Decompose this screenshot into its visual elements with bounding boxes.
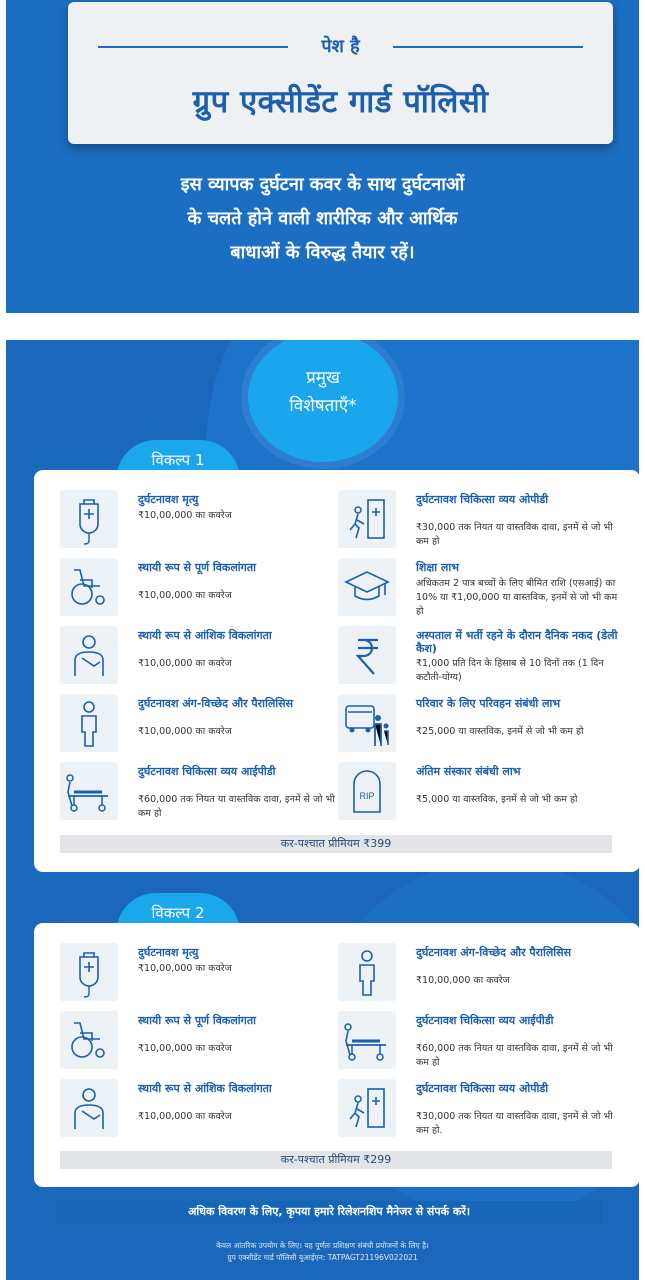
- person-icon: [338, 943, 396, 1001]
- tagline: [66, 168, 579, 270]
- feature-description: ₹10,00,000 का कवरेज: [138, 510, 232, 521]
- feature-description: ₹10,00,000 का कवरेज: [416, 975, 510, 986]
- features-section: [6, 340, 639, 1280]
- tagline-line: के चलते होने वाली शारीरिक और आर्थिक: [187, 208, 458, 229]
- feature-description: ₹10,00,000 का कवरेज: [138, 590, 232, 601]
- feature-description: ₹10,00,000 का कवरेज: [138, 726, 232, 737]
- feature-item: [338, 762, 618, 824]
- feature-title: दुर्घटनावश चिकित्सा व्यय ओपीडी: [416, 493, 549, 506]
- iv-drip-icon: [60, 943, 118, 1001]
- feature-title: स्थायी रूप से आंशिक विकलांगता: [138, 629, 272, 642]
- wheelchair-icon: [60, 1011, 118, 1069]
- disclaimer-line: ग्रुप एक्सीडेंट गार्ड पॉलिसी यूआईएन: TATPAGT21196V022021: [227, 1253, 418, 1262]
- disclaimer-line: केवल आंतरिक उपयोग के लिए। यह पूर्णतः प्रशिक्षण संबंधी प्रयोजनों के लिए है।: [216, 1241, 429, 1250]
- feature-title: दुर्घटनावश चिकित्सा व्यय आईपीडी: [138, 765, 276, 778]
- doctor-door-icon: [338, 1079, 396, 1137]
- arm-sling-icon: [60, 1079, 118, 1137]
- option-1-panel: [34, 470, 639, 872]
- feature-title: परिवार के लिए परिवहन संबंधी लाभ: [416, 697, 561, 710]
- feature-item: [338, 943, 618, 1005]
- feature-item: [338, 558, 618, 620]
- title-card: [68, 2, 613, 144]
- iv-drip-icon: [60, 490, 118, 548]
- feature-description: ₹60,000 तक नियत या वास्तविक दावा, इनमें से जो भी कम हो: [416, 1043, 613, 1068]
- feature-title: दुर्घटनावश चिकित्सा व्यय ओपीडी: [416, 1082, 549, 1095]
- disclaimer: [6, 1240, 639, 1264]
- feature-item: [60, 943, 340, 1005]
- feature-item: [338, 1011, 618, 1073]
- feature-title: स्थायी रूप से पूर्ण विकलांगता: [138, 561, 256, 574]
- feature-description: ₹10,00,000 का कवरेज: [138, 658, 232, 669]
- person-icon: [60, 694, 118, 752]
- feature-description: ₹30,000 तक नियत या वास्तविक दावा, इनमें से जो भी कम हो.: [416, 1111, 613, 1136]
- feature-title: शिक्षा लाभ: [416, 561, 459, 574]
- stretcher-icon: [60, 762, 118, 820]
- feature-description: ₹30,000 तक नियत या वास्तविक दावा, इनमें से जो भी कम हो: [416, 522, 613, 547]
- feature-item: [338, 694, 618, 756]
- contact-banner: अधिक विवरण के लिए, कृपया हमारे रिलेशनशिप मैनेजर से संपर्क करें।: [56, 1201, 602, 1223]
- feature-description: ₹10,00,000 का कवरेज: [138, 1043, 232, 1054]
- feature-title: अस्पताल में भर्ती रहने के दौरान दैनिक नकद (डेली कैश): [416, 629, 618, 655]
- page-title: ग्रुप एक्सीडेंट गार्ड पॉलिसी: [192, 84, 489, 120]
- rip-tombstone-icon: [338, 762, 396, 820]
- feature-item: [60, 762, 340, 824]
- feature-item: [60, 694, 340, 756]
- feature-item: [60, 626, 340, 688]
- family-bus-icon: [338, 694, 396, 752]
- feature-title: स्थायी रूप से आंशिक विकलांगता: [138, 1082, 272, 1095]
- feature-description: ₹5,000 या वास्तविक, इनमें से जो भी कम हो: [416, 794, 578, 805]
- graduation-cap-icon: [338, 558, 396, 616]
- option-2-panel: [34, 923, 639, 1187]
- arm-sling-icon: [60, 626, 118, 684]
- premium-bar: कर-पश्चात प्रीमियम ₹299: [60, 1151, 612, 1169]
- feature-item: [338, 490, 618, 552]
- feature-title: दुर्घटनावश मृत्यु: [138, 946, 199, 959]
- features-heading-line: प्रमुख: [306, 368, 340, 388]
- premium-bar: कर-पश्चात प्रीमियम ₹399: [60, 835, 612, 853]
- doctor-door-icon: [338, 490, 396, 548]
- svg-text:RIP: RIP: [359, 791, 375, 801]
- feature-description: ₹25,000 या वास्तविक, इनमें से जो भी कम हो: [416, 726, 584, 737]
- rupee-icon: [338, 626, 396, 684]
- feature-title: दुर्घटनावश मृत्यु: [138, 493, 199, 506]
- pre-title: पेश है: [68, 34, 613, 58]
- feature-title: दुर्घटनावश चिकित्सा व्यय आईपीडी: [416, 1014, 554, 1027]
- tab-option-2: विकल्प 2: [116, 893, 240, 933]
- feature-description: ₹60,000 तक नियत या वास्तविक दावा, इनमें से जो भी कम हो: [138, 794, 335, 819]
- feature-title: अंतिम संस्कार संबंधी लाभ: [416, 765, 521, 778]
- wheelchair-icon: [60, 558, 118, 616]
- hero-banner: [6, 0, 639, 313]
- feature-item: [338, 626, 618, 688]
- feature-title: स्थायी रूप से पूर्ण विकलांगता: [138, 1014, 256, 1027]
- feature-item: [60, 1011, 340, 1073]
- feature-title: दुर्घटनावश अंग-विच्छेद और पैरालिसिस: [416, 946, 572, 959]
- feature-description: ₹10,00,000 का कवरेज: [138, 1111, 232, 1122]
- feature-description: ₹1,000 प्रति दिन के हिसाब से 10 दिनों तक (1 दिन कटौती-योग्य): [416, 658, 604, 683]
- feature-description: अधिकतम 2 पात्र बच्चों के लिए बीमित राशि (एसआई) का 10% या ₹1,00,000 या वास्तविक, इनमें से जो भी कम हो: [416, 578, 618, 617]
- feature-description: ₹10,00,000 का कवरेज: [138, 963, 232, 974]
- tab-option-1: विकल्प 1: [116, 440, 240, 480]
- tagline-line: बाधाओं के विरुद्ध तैयार रहें।: [230, 242, 415, 263]
- features-heading-line: विशेषताएँ*: [289, 396, 357, 416]
- feature-item: [60, 1079, 340, 1141]
- feature-item: [60, 558, 340, 620]
- feature-item: [60, 490, 340, 552]
- feature-title: दुर्घटनावश अंग-विच्छेद और पैरालिसिस: [138, 697, 294, 710]
- feature-item: [338, 1079, 618, 1141]
- tagline-line: इस व्यापक दुर्घटना कवर के साथ दुर्घटनाओं: [180, 174, 465, 195]
- stretcher-icon: [338, 1011, 396, 1069]
